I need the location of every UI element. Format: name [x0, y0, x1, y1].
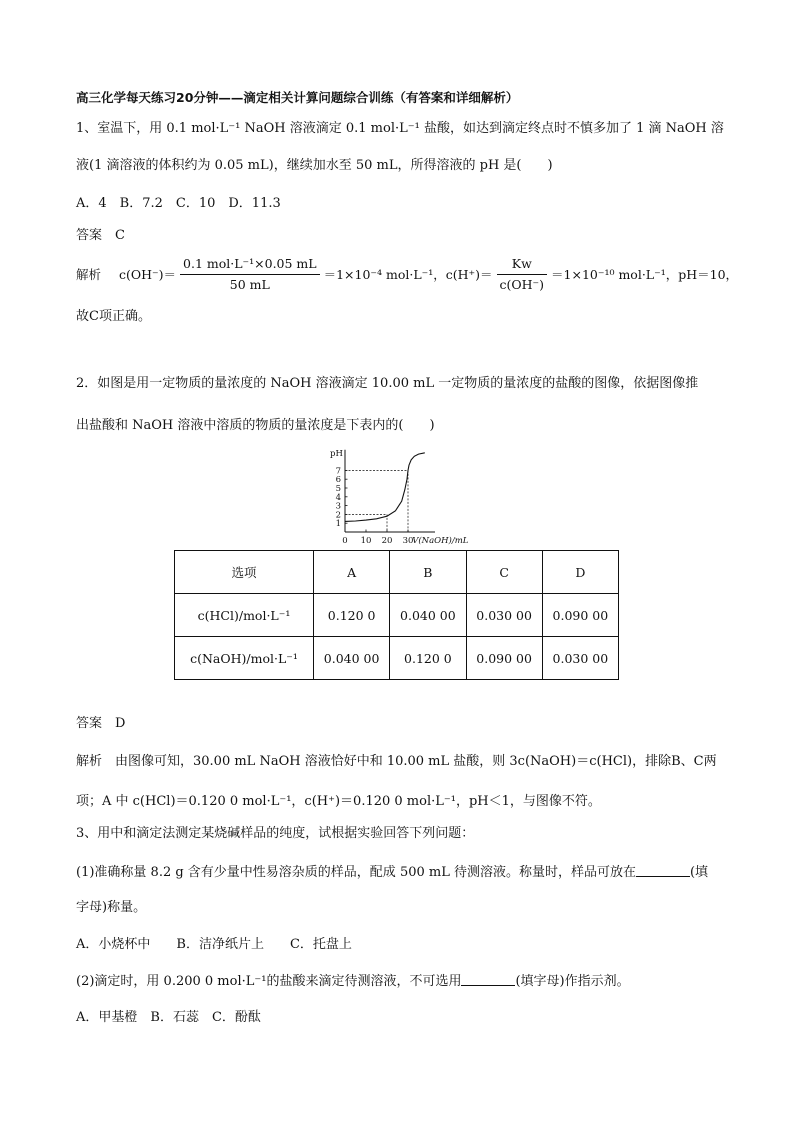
x-tick-label: 30	[402, 536, 414, 546]
table-header-row	[175, 551, 619, 594]
table-cell: c(HCl)/mol·L⁻¹	[175, 594, 314, 637]
q2-analysis-line-1: 解析 由图像可知，30.00 mL NaOH 溶液恰好中和 10.00 mL 盐酸，则 3c(NaOH)＝c(HCl)，排除B、C两	[76, 754, 717, 769]
q2-stem-line-2: 出盐酸和 NaOH 溶液中溶质的物质的量浓度是下表内的( )	[76, 418, 435, 433]
end-expression: ＝1×10⁻¹⁰ mol·L⁻¹，pH＝10，	[551, 266, 739, 282]
y-tick-label: 3	[335, 501, 341, 512]
y-tick-label: 5	[335, 484, 341, 494]
table-cell: 0.030 00	[542, 637, 618, 680]
q1-options: A．4 B．7.2 C．10 D．11.3	[76, 196, 281, 211]
q1-analysis-formula	[76, 256, 738, 293]
titration-curve	[345, 453, 425, 522]
table-cell: A	[314, 551, 390, 594]
q3-part1-line-2: 字母)称量。	[76, 900, 147, 915]
x-tick-label: 10	[360, 536, 372, 546]
y-tick-label: 7	[335, 466, 341, 477]
x-tick-label: 20	[381, 536, 393, 546]
q3-intro: 3、用中和滴定法测定某烧碱样品的纯度，试根据实验回答下列问题：	[76, 826, 475, 841]
titration-chart	[318, 446, 478, 550]
q1-conclusion: 故C项正确。	[76, 309, 151, 324]
q2-analysis-line-2: 项；A 中 c(HCl)＝0.120 0 mol·L⁻¹，c(H⁺)＝0.120 0 mol·L⁻¹，pH＜1，与图像不符。	[76, 794, 601, 809]
q3-part1-options: A．小烧杯中 B．洁净纸片上 C．托盘上	[76, 937, 352, 952]
table-cell: 0.120 0	[314, 594, 390, 637]
table-cell: 0.040 00	[314, 637, 390, 680]
x-tick-label: 0	[342, 536, 348, 546]
q3-part2-options: A．甲基橙 B．石蕊 C．酚酞	[76, 1010, 261, 1025]
table-cell: C	[466, 551, 542, 594]
y-tick-label: 2	[335, 510, 341, 521]
q2-answer: 答案 D	[76, 716, 126, 731]
y-tick-label: 1	[335, 519, 341, 530]
oh-expression: c(OH⁻)＝	[119, 266, 177, 282]
q3-part1-suffix: (填	[689, 865, 709, 880]
table-cell: 选项	[175, 551, 314, 594]
table-row	[175, 594, 619, 637]
y-tick-label: 6	[335, 475, 341, 486]
table-cell: 0.040 00	[390, 594, 466, 637]
fraction-denominator: 50 mL	[229, 277, 270, 292]
table-cell: 0.120 0	[390, 637, 466, 680]
y-axis-label: pH	[330, 448, 343, 459]
q1-stem-line-1: 1、室温下，用 0.1 mol·L⁻¹ NaOH 溶液滴定 0.1 mol·L⁻¹ 盐酸，如达到滴定终点时不慎多加了 1 滴 NaOH 溶	[76, 121, 724, 136]
options-table	[174, 550, 619, 680]
fraction-denominator: c(OH⁻)	[499, 277, 545, 292]
table-cell: 0.090 00	[466, 637, 542, 680]
oh-fraction	[180, 256, 320, 293]
q3-part2-text: (2)滴定时，用 0.200 0 mol·L⁻¹的盐酸来滴定待测溶液，不可选用	[76, 974, 462, 989]
table-cell: D	[542, 551, 618, 594]
answer-blank-1	[636, 864, 690, 877]
q3-part2-line	[76, 973, 630, 990]
table-cell: c(NaOH)/mol·L⁻¹	[175, 637, 314, 680]
q3-part1-text: (1)准确称量 8.2 g 含有少量中性易溶杂质的样品，配成 500 mL 待测溶液。称量时，样品可放在	[76, 865, 636, 880]
table-cell: B	[390, 551, 466, 594]
q3-part1-line-1	[76, 864, 708, 881]
q1-stem-line-2: 液(1 滴溶液的体积约为 0.05 mL)，继续加水至 50 mL，所得溶液的 pH 是( )	[76, 158, 553, 173]
h-fraction	[497, 256, 548, 293]
y-tick-label: 4	[335, 492, 341, 503]
q1-answer: 答案 C	[76, 228, 125, 243]
q3-part2-suffix: (填字母)作指示剂。	[515, 974, 630, 989]
answer-blank-2	[461, 973, 515, 986]
x-axis-label: V(NaOH)/mL	[412, 536, 469, 546]
fraction-numerator: 0.1 mol·L⁻¹×0.05 mL	[180, 256, 320, 275]
table-cell: 0.030 00	[466, 594, 542, 637]
q2-stem-line-1: 2．如图是用一定物质的量浓度的 NaOH 溶液滴定 10.00 mL 一定物质的量浓度的盐酸的图像，依据图像推	[76, 376, 699, 391]
fraction-numerator: Kw	[497, 256, 548, 275]
mid-expression: ＝1×10⁻⁴ mol·L⁻¹，c(H⁺)＝	[323, 266, 493, 282]
table-cell: 0.090 00	[542, 594, 618, 637]
analysis-label: 解析	[76, 266, 102, 282]
page-title: 高三化学每天练习20分钟——滴定相关计算问题综合训练（有答案和详细解析）	[76, 90, 519, 105]
table-row	[175, 637, 619, 680]
